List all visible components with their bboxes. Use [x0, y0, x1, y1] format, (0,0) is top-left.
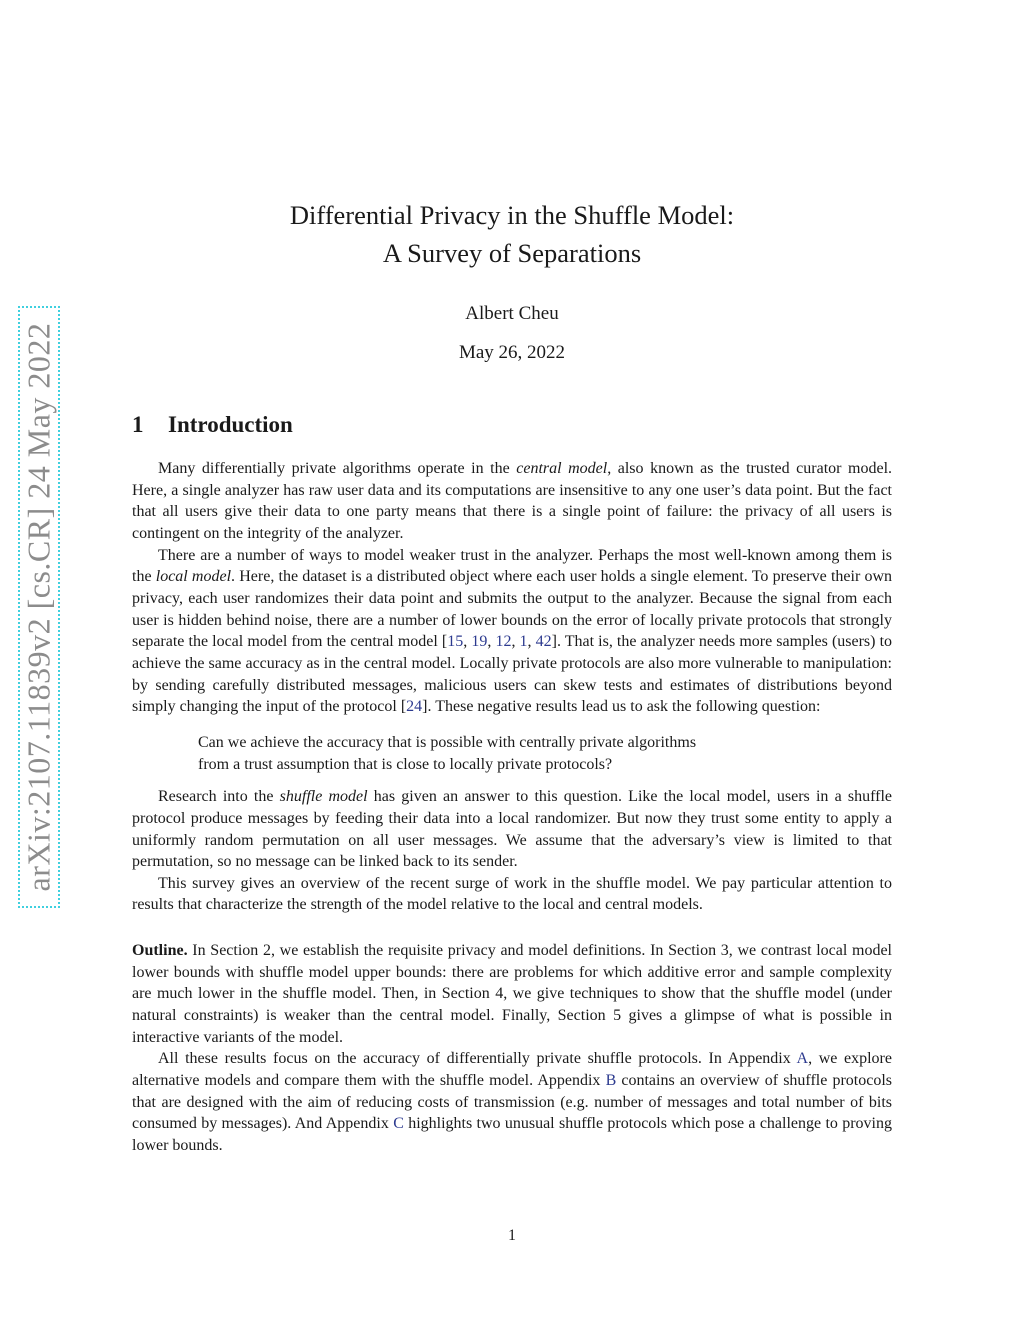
section-heading — [132, 412, 293, 438]
text-run: ]. These negative results lead us to ask the following question: — [422, 698, 821, 716]
citation-link[interactable]: 12 — [495, 633, 512, 651]
paragraph-3 — [132, 786, 892, 873]
emphasis-central-model: central model — [516, 460, 608, 477]
title-line-2: A Survey of Separations — [382, 238, 642, 268]
question-line-2: from a trust assumption that is close to locally private protocols? — [198, 755, 613, 773]
page-number: 1 — [508, 1227, 516, 1244]
appendix-link[interactable]: A — [796, 1050, 809, 1068]
paper-title — [0, 196, 1024, 272]
text-run: has given an answer to this question. Like the local model, users in a shuffle protocol produce messages by feeding their data into a local randomizer. But now they trust some entity to apply a uniformly random permutation on all user messages. We assume that the adversary’s view is limited to that permutation, so no message can be linked back to its sender. — [132, 788, 892, 871]
text-run: Many differentially private algorithms operate in the — [158, 460, 517, 477]
separator: , — [511, 633, 520, 651]
citation-link[interactable]: 19 — [471, 633, 488, 651]
paragraph-1 — [132, 458, 892, 545]
paragraph-4: This survey gives an overview of the recent surge of work in the shuffle model. We pay particular attention to results that characterize the strength of the model relative to the local and central models. — [132, 874, 892, 914]
citation-link[interactable]: 1 — [519, 633, 528, 651]
citation-link[interactable]: 42 — [535, 633, 552, 651]
text-run: , also known as the trusted curator model. Here, a single analyzer has raw user data and its computations are insensitive to any one user’s data point. But the fact that all users give their data to one party means that there is a single point of failure: the privacy of all users is contingent on the integrity of the analyzer. — [132, 460, 893, 542]
text-run: All these results focus on the accuracy of differentially private shuffle protocols. In Appendix — [158, 1050, 797, 1068]
text-run: , we explore alternative models and compare them with the shuffle model. Appendix — [132, 1050, 892, 1090]
separator: , — [487, 633, 496, 651]
citation-link[interactable]: 15 — [447, 633, 464, 651]
appendix-link[interactable]: B — [605, 1072, 617, 1090]
arxiv-identifier: arXiv:2107.11839v2 [cs.CR] 24 May 2022 — [20, 322, 57, 892]
author: Albert Cheu — [465, 303, 559, 324]
paragraph-2 — [132, 545, 892, 718]
arxiv-sidebar — [18, 306, 60, 908]
emphasis-local-model: local model — [155, 568, 232, 586]
separator: , — [463, 633, 472, 651]
research-question — [198, 732, 892, 775]
date: May 26, 2022 — [458, 342, 566, 363]
question-line-1: Can we achieve the accuracy that is possible with centrally private algorithms — [198, 733, 697, 751]
emphasis-shuffle-model: shuffle model — [279, 788, 368, 806]
body-text — [132, 458, 892, 1157]
citation-link[interactable]: 24 — [406, 698, 423, 716]
text-run: ]. That is, the analyzer needs more samples (users) to achieve the same accuracy as in the central model. Locally private protocols are also more vulnerable to manipulation: by sending carefully distributed messages, malicious users can skew tests and estimates of distributions beyond simply changing the input of the protocol [ — [132, 633, 893, 716]
text-run: Research into the — [158, 788, 280, 806]
text-run: . Here, the dataset is a distributed object where each user holds a single element. To preserve their own privacy, each user randomizes their data point and submits the output to the analyzer. Because the signal from each user is hidden behind noise, there are a number of lower bounds on the error of locally private protocols that strongly separate the local model from the central model [ — [132, 568, 893, 651]
title-line-1: Differential Privacy in the Shuffle Model: — [289, 200, 735, 230]
outline-label: Outline. — [132, 942, 188, 960]
separator: , — [527, 633, 536, 651]
text-run: In Section 2, we establish the requisite privacy and model definitions. In Section 3, we contrast local model lower bounds with shuffle model upper bounds: there are problems for which additive error and sample complexity are much lower in the shuffle model. Then, in Section 4, we give techniques to show that the shuffle model (under natural constraints) is weaker than the central model. Finally, Section 5 gives a glimpse of what is possible in interactive variants of the model. — [132, 942, 892, 1046]
text-run: contains an overview of shuffle protocols that are designed with the aim of reducing costs of transmission (e.g. number of messages and total number of bits consumed by messages). And Appendix — [132, 1072, 893, 1133]
outline-paragraph — [132, 940, 892, 1048]
text-run: There are a number of ways to model weaker trust in the analyzer. Perhaps the most well-known among them is the — [132, 546, 892, 586]
appendix-link[interactable]: C — [393, 1115, 404, 1133]
text-run: highlights two unusual shuffle protocols which pose a challenge to proving lower bounds. — [132, 1115, 893, 1155]
section-title-text: Introduction — [168, 412, 293, 437]
section-number: 1 — [132, 412, 144, 437]
paragraph-6 — [132, 1048, 892, 1156]
